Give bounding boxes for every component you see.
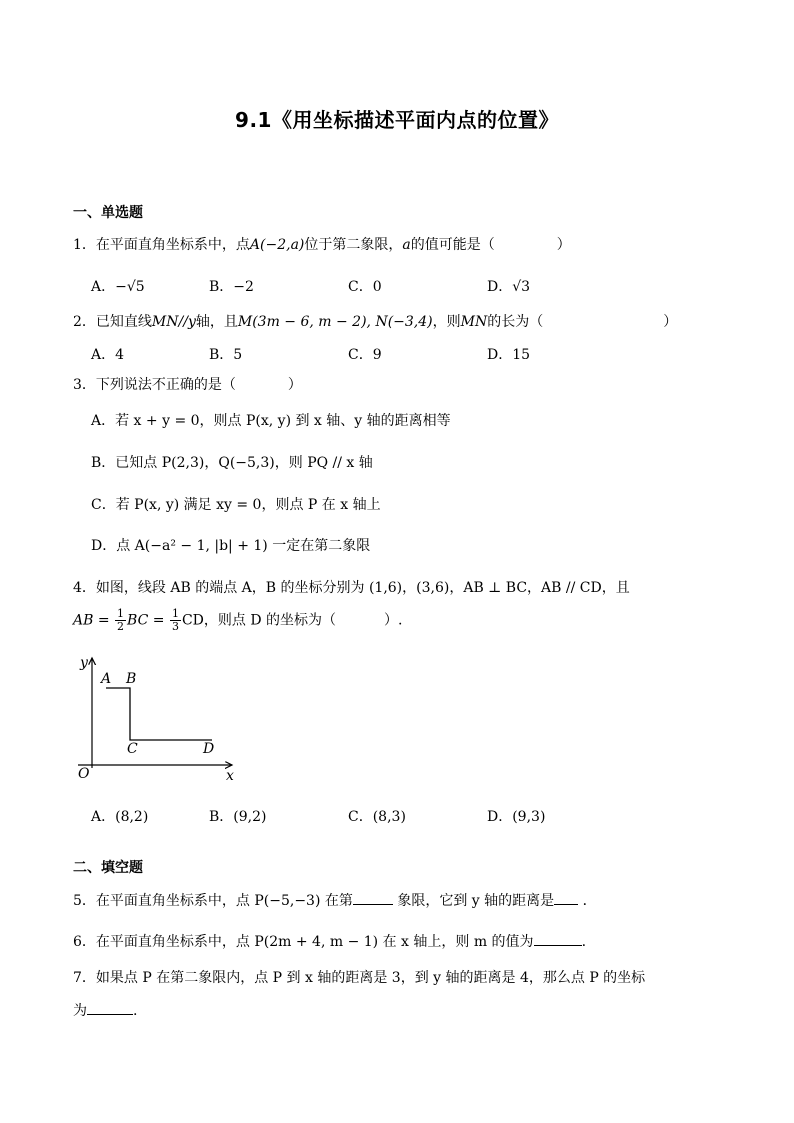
q2-seg: MN [460, 314, 488, 330]
page-title: 9.1《用坐标描述平面内点的位置》 [235, 108, 559, 132]
q3-text-end: ） [287, 377, 302, 393]
point-b-label: B [126, 671, 137, 687]
q6-text-a: 6．在平面直角坐标系中，点 P(2m + 4, m − 1) 在 x 轴上，则 m 的值为 [73, 934, 534, 950]
q2-option-d[interactable]: D．15 [487, 347, 531, 363]
q1-option-a[interactable]: A．−√5 [91, 279, 145, 295]
origin-label: O [78, 766, 90, 782]
x-axis-label: x [226, 768, 234, 784]
q1-text-c: 的值可能是（ [410, 237, 495, 253]
q5-text-b: 象限，它到 y 轴的距离是 [397, 893, 555, 909]
q4-bc-eq: BC = [127, 612, 165, 629]
q3-option-d[interactable]: D．点 A(−a² − 1, |b| + 1) 一定在第二象限 [91, 538, 371, 554]
q2-points: M(3m − 6, m − 2), N(−3,4) [237, 314, 433, 330]
q4-option-b[interactable]: B．(9,2) [209, 809, 267, 825]
question-4-stem-line2 [73, 608, 402, 633]
q2-text-c: ，则 [432, 314, 461, 330]
frac2-den: 3 [171, 620, 179, 633]
q3-option-a[interactable]: A．若 x + y = 0，则点 P(x, y) 到 x 轴、y 轴的距离相等 [91, 413, 451, 429]
frac1-num: 1 [117, 607, 125, 620]
q2-text-e: ） [663, 314, 678, 330]
question-2-stem [73, 311, 677, 331]
point-c-label: C [127, 741, 138, 757]
q6-blank[interactable] [534, 931, 582, 946]
question-7-line2 [73, 1000, 137, 1020]
q2-option-b[interactable]: B．5 [209, 347, 243, 363]
q2-text-d: 的长为（ [487, 314, 544, 330]
point-a-label: A [101, 671, 112, 687]
q4-option-d[interactable]: D．(9,3) [487, 809, 546, 825]
y-axis-label: y [80, 655, 88, 671]
q1-text-b: 位于第二象限， [304, 237, 403, 253]
q4-text-c: CD，则点 D 的坐标为（ [181, 612, 337, 629]
question-6 [73, 931, 586, 951]
q3-option-b[interactable]: B．已知点 P(2,3)，Q(−5,3)，则 PQ // x 轴 [91, 455, 373, 471]
q7-text-b: 为 [73, 1003, 87, 1019]
q2-line: MN//y [151, 314, 196, 330]
q1-point: A(−2,a) [249, 237, 305, 253]
q5-text-a: 5．在平面直角坐标系中，点 P(−5,−3) 在第 [73, 893, 353, 909]
q4-text-d: ）. [384, 612, 403, 629]
q7-text-c: . [133, 1003, 138, 1019]
question-5 [73, 890, 597, 910]
q3-option-c[interactable]: C．若 P(x, y) 满足 xy = 0，则点 P 在 x 轴上 [91, 497, 381, 513]
fraction-one-half [115, 608, 126, 633]
q1-text-d: ） [556, 237, 571, 253]
q4-option-a[interactable]: A．(8,2) [91, 809, 149, 825]
q1-var: a [402, 237, 411, 253]
q5-blank-distance[interactable] [554, 890, 578, 905]
q4-option-c[interactable]: C．(8,3) [348, 809, 406, 825]
frac1-den: 2 [117, 620, 125, 633]
question-1-stem [73, 234, 571, 254]
q2-text-b: 轴，且 [195, 314, 238, 330]
q4-ab-eq: AB = [73, 612, 110, 629]
question-3-stem [73, 374, 302, 394]
frac2-num: 1 [171, 607, 179, 620]
q2-option-a[interactable]: A．4 [91, 347, 125, 363]
q3-text: 3．下列说法不正确的是（ [73, 377, 236, 393]
q1-option-c[interactable]: C．0 [348, 279, 382, 295]
question-4-stem-line1: 4．如图，线段 AB 的端点 A，B 的坐标分别为 (1,6)，(3,6)，AB ⊥ BC，AB // CD，且 [73, 580, 630, 596]
q2-text-a: 2．已知直线 [73, 314, 152, 330]
q6-text-b: . [581, 934, 587, 950]
section-heading-fill-in: 二、填空题 [73, 860, 143, 876]
question-7-line1: 7．如果点 P 在第二象限内，点 P 到 x 轴的距离是 3，到 y 轴的距离是 4，那么点 P 的坐标 [73, 970, 646, 986]
q5-blank-quadrant[interactable] [353, 890, 393, 905]
q1-option-d[interactable]: D．√3 [487, 279, 531, 295]
section-heading-single-choice: 一、单选题 [73, 205, 143, 221]
q7-blank[interactable] [87, 1000, 133, 1015]
segment-path-abcd [106, 688, 212, 740]
q1-option-b[interactable]: B．−2 [209, 279, 254, 295]
q1-text-a: 1．在平面直角坐标系中，点 [73, 237, 250, 253]
coordinate-figure [70, 650, 240, 785]
point-d-label: D [203, 741, 215, 757]
q5-text-c: ． [582, 893, 597, 909]
fraction-one-third [170, 608, 181, 633]
q2-option-c[interactable]: C．9 [348, 347, 382, 363]
